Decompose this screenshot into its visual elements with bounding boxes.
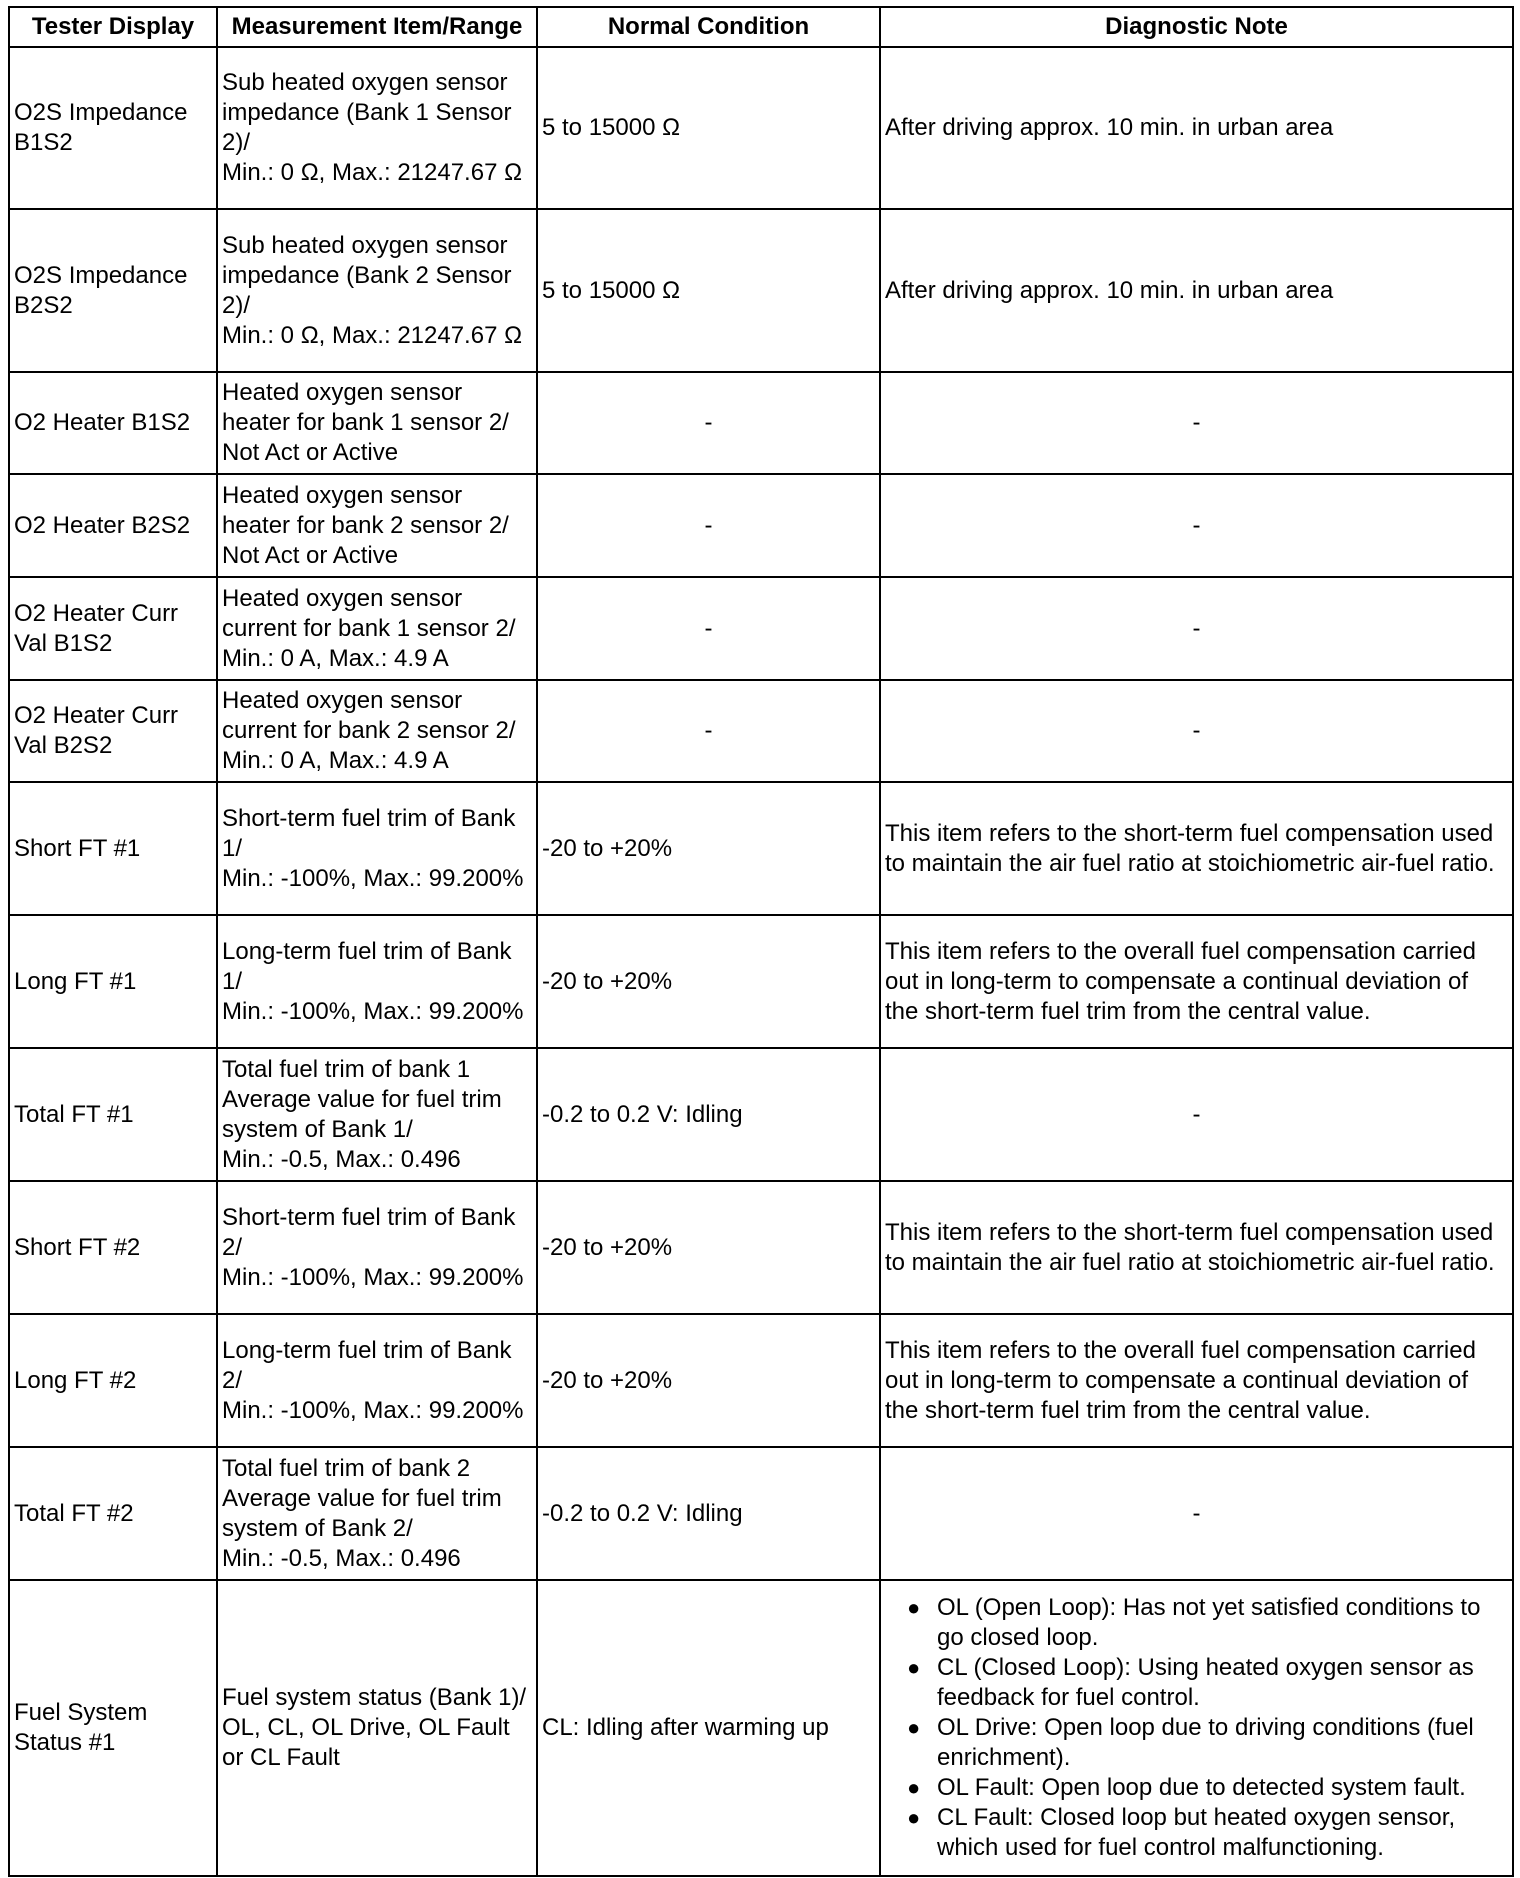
measurement-item: Sub heated oxygen sensor impedance (Bank 1 Sensor 2)/ — [222, 69, 512, 156]
measurement-item: Heated oxygen sensor current for bank 2 sensor 2/ — [222, 687, 516, 744]
cell-normal-condition: -20 to +20% — [537, 1314, 880, 1447]
list-item — [907, 1593, 1508, 1653]
measurement-range: Min.: 0 Ω, Max.: 21247.67 Ω — [222, 159, 523, 186]
cell-measurement — [217, 47, 537, 209]
measurement-range: Min.: -100%, Max.: 99.200% — [222, 864, 524, 892]
cell-tester-display: Total FT #1 — [9, 1048, 217, 1181]
cell-tester-display: O2 Heater Curr Val B2S2 — [9, 680, 217, 782]
measurement-item: Long-term fuel trim of Bank 1/ — [222, 937, 512, 995]
table-row — [9, 782, 1513, 915]
cell-diagnostic-note: This item refers to the short-term fuel compensation used to maintain the air fuel ratio at stoichiometric air-fuel ratio. — [880, 1181, 1513, 1314]
bullet-icon: ● — [907, 1775, 921, 1800]
measurement-range: Not Act or Active — [222, 439, 399, 466]
data-list-table — [8, 6, 1514, 1877]
table-row — [9, 915, 1513, 1048]
cell-normal-condition: - — [537, 372, 880, 474]
measurement-range: Min.: 0 A, Max.: 4.9 A — [222, 747, 449, 774]
measurement-item: Long-term fuel trim of Bank 2/ — [222, 1336, 512, 1394]
list-item — [907, 1803, 1508, 1863]
cell-tester-display: O2S Impedance B1S2 — [9, 47, 217, 209]
bullet-icon: ● — [907, 1655, 921, 1680]
cell-tester-display: Short FT #2 — [9, 1181, 217, 1314]
header-measurement: Measurement Item/Range — [217, 7, 537, 47]
cell-measurement — [217, 1048, 537, 1181]
cell-diagnostic-note: - — [880, 1048, 1513, 1181]
measurement-item: Sub heated oxygen sensor impedance (Bank 2 Sensor 2)/ — [222, 231, 512, 319]
cell-normal-condition: - — [537, 474, 880, 577]
table-row — [9, 577, 1513, 680]
measurement-range: Min.: -100%, Max.: 99.200% — [222, 1263, 524, 1291]
cell-tester-display: O2 Heater B1S2 — [9, 372, 217, 474]
note-text: CL (Closed Loop): Using heated oxygen sensor as feedback for fuel control. — [937, 1654, 1474, 1711]
fuel-status-note-list — [885, 1593, 1508, 1863]
header-tester-display: Tester Display — [9, 7, 217, 47]
measurement-range: Min.: -0.5, Max.: 0.496 — [222, 1145, 461, 1173]
cell-measurement — [217, 680, 537, 782]
measurement-item: Heated oxygen sensor heater for bank 1 sensor 2/ — [222, 379, 509, 436]
cell-normal-condition: - — [537, 577, 880, 680]
cell-diagnostic-note: - — [880, 372, 1513, 474]
measurement-range: OL, CL, OL Drive, OL Fault or CL Fault — [222, 1714, 510, 1771]
cell-tester-display: Total FT #2 — [9, 1447, 217, 1580]
data-list-sheet — [8, 6, 1514, 1877]
cell-tester-display: Long FT #1 — [9, 915, 217, 1048]
cell-measurement — [217, 1447, 537, 1580]
list-item — [907, 1713, 1508, 1773]
cell-normal-condition: 5 to 15000 Ω — [537, 47, 880, 209]
cell-normal-condition: CL: Idling after warming up — [537, 1580, 880, 1876]
cell-measurement — [217, 209, 537, 372]
bullet-icon: ● — [907, 1805, 921, 1830]
measurement-range: Min.: 0 Ω, Max.: 21247.67 Ω — [222, 321, 523, 349]
cell-tester-display: O2 Heater B2S2 — [9, 474, 217, 577]
cell-measurement — [217, 915, 537, 1048]
cell-tester-display: O2S Impedance B2S2 — [9, 209, 217, 372]
note-text: OL (Open Loop): Has not yet satisfied conditions to go closed loop. — [937, 1594, 1481, 1651]
cell-normal-condition: - — [537, 680, 880, 782]
cell-measurement — [217, 1181, 537, 1314]
cell-measurement — [217, 1580, 537, 1876]
header-normal-condition: Normal Condition — [537, 7, 880, 47]
header-row — [9, 7, 1513, 47]
table-row — [9, 372, 1513, 474]
cell-measurement — [217, 1314, 537, 1447]
cell-normal-condition: -20 to +20% — [537, 1181, 880, 1314]
table-row — [9, 1314, 1513, 1447]
measurement-item: Heated oxygen sensor heater for bank 2 sensor 2/ — [222, 481, 509, 539]
measurement-item: Total fuel trim of bank 1 Average value for fuel trim system of Bank 1/ — [222, 1055, 502, 1143]
table-row — [9, 680, 1513, 782]
list-item — [907, 1653, 1508, 1713]
cell-diagnostic-note: - — [880, 680, 1513, 782]
cell-diagnostic-note: This item refers to the overall fuel compensation carried out in long-term to compensate a continual deviation of the short-term fuel trim from the central value. — [880, 1314, 1513, 1447]
list-item — [907, 1773, 1508, 1803]
cell-tester-display: Long FT #2 — [9, 1314, 217, 1447]
cell-diagnostic-note — [880, 1580, 1513, 1876]
cell-diagnostic-note: - — [880, 474, 1513, 577]
cell-tester-display: Fuel System Status #1 — [9, 1580, 217, 1876]
measurement-range: Min.: -100%, Max.: 99.200% — [222, 1396, 524, 1424]
table-row — [9, 1580, 1513, 1876]
cell-normal-condition: -20 to +20% — [537, 782, 880, 915]
cell-measurement — [217, 577, 537, 680]
cell-normal-condition: 5 to 15000 Ω — [537, 209, 880, 372]
cell-tester-display: O2 Heater Curr Val B1S2 — [9, 577, 217, 680]
table-row — [9, 1447, 1513, 1580]
cell-diagnostic-note: - — [880, 1447, 1513, 1580]
measurement-item: Heated oxygen sensor current for bank 1 sensor 2/ — [222, 584, 516, 642]
note-text: OL Fault: Open loop due to detected system fault. — [937, 1774, 1466, 1801]
note-text: OL Drive: Open loop due to driving conditions (fuel enrichment). — [937, 1714, 1474, 1771]
measurement-item: Short-term fuel trim of Bank 1/ — [222, 804, 516, 862]
cell-diagnostic-note: After driving approx. 10 min. in urban area — [880, 209, 1513, 372]
cell-normal-condition: -0.2 to 0.2 V: Idling — [537, 1447, 880, 1580]
table-row — [9, 1181, 1513, 1314]
table-row — [9, 1048, 1513, 1181]
note-text: CL Fault: Closed loop but heated oxygen sensor, which used for fuel control malfunctioning. — [937, 1804, 1456, 1861]
measurement-range: Not Act or Active — [222, 541, 399, 569]
measurement-item: Short-term fuel trim of Bank 2/ — [222, 1203, 516, 1261]
bullet-icon: ● — [907, 1595, 921, 1620]
cell-normal-condition: -0.2 to 0.2 V: Idling — [537, 1048, 880, 1181]
cell-measurement — [217, 474, 537, 577]
cell-diagnostic-note: This item refers to the overall fuel compensation carried out in long-term to compensate a continual deviation of the short-term fuel trim from the central value. — [880, 915, 1513, 1048]
cell-normal-condition: -20 to +20% — [537, 915, 880, 1048]
measurement-item: Total fuel trim of bank 2 Average value for fuel trim system of Bank 2/ — [222, 1454, 502, 1542]
cell-measurement — [217, 372, 537, 474]
cell-diagnostic-note: After driving approx. 10 min. in urban area — [880, 47, 1513, 209]
table-row — [9, 47, 1513, 209]
measurement-range: Min.: -0.5, Max.: 0.496 — [222, 1544, 461, 1572]
bullet-icon: ● — [907, 1715, 921, 1740]
cell-tester-display: Short FT #1 — [9, 782, 217, 915]
cell-diagnostic-note: - — [880, 577, 1513, 680]
measurement-item: Fuel system status (Bank 1)/ — [222, 1684, 527, 1711]
table-row — [9, 209, 1513, 372]
cell-measurement — [217, 782, 537, 915]
measurement-range: Min.: 0 A, Max.: 4.9 A — [222, 644, 449, 672]
cell-diagnostic-note: This item refers to the short-term fuel compensation used to maintain the air fuel ratio at stoichiometric air-fuel ratio. — [880, 782, 1513, 915]
header-diagnostic-note: Diagnostic Note — [880, 7, 1513, 47]
measurement-range: Min.: -100%, Max.: 99.200% — [222, 997, 524, 1025]
table-row — [9, 474, 1513, 577]
